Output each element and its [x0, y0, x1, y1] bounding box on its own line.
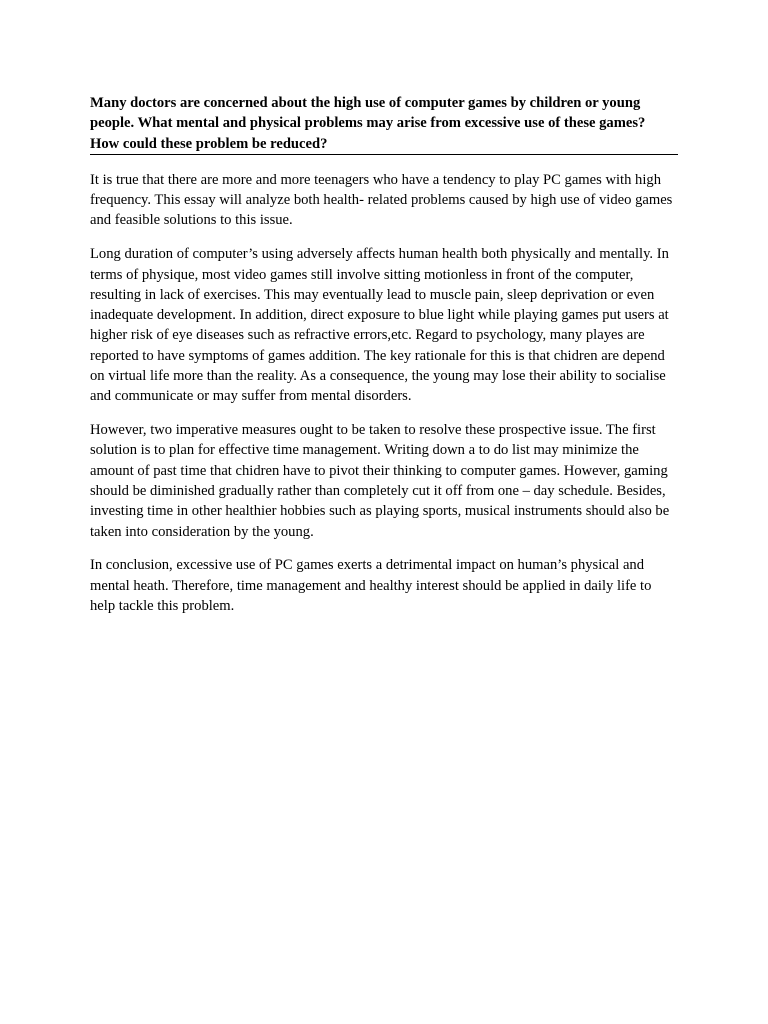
- prompt-divider: [90, 154, 678, 155]
- paragraph-introduction: It is true that there are more and more teenagers who have a tendency to play PC games with high frequency. This essay will analyze both health- related problems caused by high use of video games and feasible solutions to this issue.: [90, 171, 673, 229]
- paragraph-solutions: However, two imperative measures ought to be taken to resolve these prospective issue. The first solution is to plan for effective time management. Writing down a to do list may minimize the amount of past time that chidren have to pivot their thinking to computer games. However, gaming should be diminished gradually rather than completely cut it off from one – day schedule. Besides, investing time in other healthier hobbies such as playing sports, musical instruments should also be taken into consideration by the young.: [90, 422, 670, 540]
- paragraph-problems: Long duration of computer’s using adversely affects human health both physically and mentally. In terms of physique, most video games still involve sitting motionless in front of the computer, resulting in lack of exercises. This may eventually lead to muscle pain, sleep deprivation or even inadequate development. In addition, direct exposure to blue light while playing games put users at higher risk of eye diseases such as refractive errors,etc. Regard to psychology, many playes are reported to have symptoms of games addition. The key rationale for this is that chidren are depend on virtual life more than the reality. As a consequence, the young may lose their ability to socialise and communicate or may suffer from mental disorders.: [90, 246, 669, 405]
- document-page: [90, 93, 678, 630]
- essay-prompt: Many doctors are concerned about the high use of computer games by children or young people. What mental and physical problems may arise from excessive use of these games? How could these problem be reduced?: [90, 95, 646, 152]
- paragraph-conclusion: In conclusion, excessive use of PC games exerts a detrimental impact on human’s physical and mental heath. Therefore, time management and healthy interest should be applied in daily life to help tackle this problem.: [90, 557, 652, 615]
